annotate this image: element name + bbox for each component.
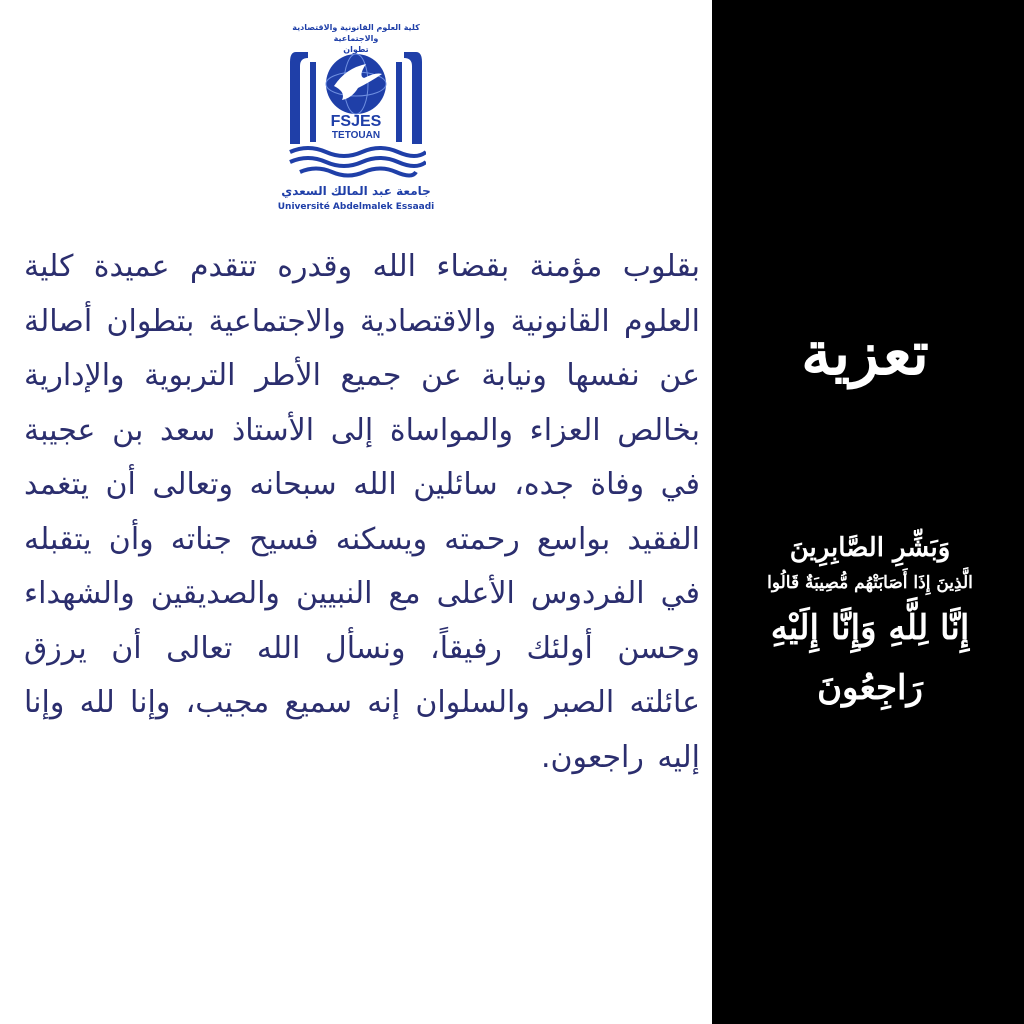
condolence-message: بقلوب مؤمنة بقضاء الله وقدره تتقدم عميدة كلية العلوم القانونية والاقتصادية والاجتماعية بتطوان أصالة عن نفسها ونيابة عن جميع الأطر التربوية والإدارية بخالص العزاء والمواساة إلى الأستاذ سعد بن عجيبة في وفاة جده، سائلين الله سبحانه وتعالى أن يتغمد الفقيد بواسع رحمته ويسكنه فسيح جناته وأن يتقبله في الفردوس الأعلى مع النبيين والصديقين والشهداء وحسن أولئك رفيقاً، ونسأل الله تعالى أن يرزق عائلته الصبر والسلوان إنه سميع مجيب، وإنا لله وإنا إليه راجعون. bbox=[24, 249, 700, 775]
verse-line-2: الَّذِينَ إِذَا أَصَابَتْهُم مُّصِيبَةٌ قَالُوا bbox=[767, 573, 973, 593]
faculty-logo bbox=[276, 22, 436, 222]
condolence-title: تعزية bbox=[801, 319, 929, 389]
logo-faculty-line2: تطوان bbox=[343, 45, 369, 54]
verse-line-1: وَبَشِّرِ الصَّابِرِينَ bbox=[789, 533, 951, 563]
condolence-panel bbox=[712, 0, 1024, 1024]
logo-faculty-line1: كلية العلوم القانونية والاقتصادية والاجتماعية bbox=[292, 23, 420, 43]
logo-university-ar: جامعة عبد المالك السعدي bbox=[281, 184, 431, 198]
quran-verse bbox=[730, 528, 1010, 718]
logo-university-fr: Université Abdelmalek Essaadi bbox=[277, 202, 435, 212]
dove-globe-icon bbox=[286, 48, 426, 180]
waves-icon bbox=[290, 148, 426, 176]
logo-tetouan-label: TETOUAN bbox=[331, 130, 381, 141]
verse-line-3: إِنَّا لِلَّهِ وَإِنَّا إِلَيْهِ رَاجِعُونَ bbox=[770, 608, 970, 708]
logo-fsjes-label: FSJES bbox=[330, 113, 382, 130]
